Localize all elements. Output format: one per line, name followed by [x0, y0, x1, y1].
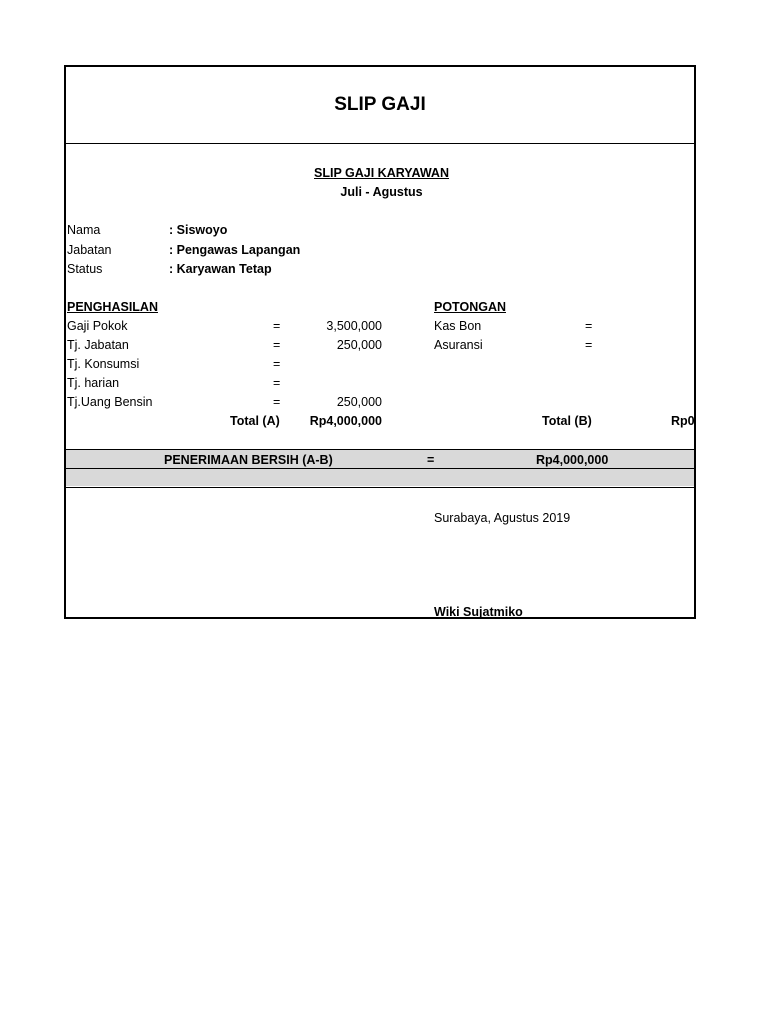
- income-value: 250,000: [336, 395, 382, 409]
- income-equals: =: [273, 395, 281, 409]
- position-label: Jabatan: [67, 243, 112, 257]
- slip-title: SLIP GAJI: [334, 94, 426, 115]
- salary-slip: [64, 65, 696, 619]
- income-equals: =: [273, 357, 281, 371]
- deduction-label: Asuransi: [434, 338, 483, 352]
- place-date: Surabaya, Agustus 2019: [434, 511, 571, 525]
- income-heading: PENGHASILAN: [67, 300, 158, 314]
- income-total-label: Total (A): [230, 414, 280, 428]
- income-equals: =: [273, 338, 281, 352]
- position-value: : Pengawas Lapangan: [169, 243, 301, 257]
- status-value: : Karyawan Tetap: [169, 262, 272, 276]
- net-pay-mid-border: [66, 468, 694, 469]
- income-label: Tj. Konsumsi: [67, 357, 140, 371]
- net-pay-top-border: [66, 449, 694, 450]
- net-pay-equals: =: [427, 453, 435, 467]
- income-equals: =: [273, 376, 281, 390]
- name-value: : Siswoyo: [169, 223, 228, 237]
- name-label: Nama: [67, 223, 101, 237]
- income-value: 250,000: [336, 338, 382, 352]
- sub-heading: SLIP GAJI KARYAWAN: [314, 166, 449, 180]
- income-value: 3,500,000: [326, 319, 382, 333]
- deduction-total-label: Total (B): [542, 414, 592, 428]
- income-label: Tj.Uang Bensin: [67, 395, 153, 409]
- deductions-heading: POTONGAN: [434, 300, 506, 314]
- net-pay-value: Rp4,000,000: [536, 453, 609, 467]
- net-pay-label: PENERIMAAN BERSIH (A-B): [164, 453, 333, 467]
- income-label: Tj. Jabatan: [67, 338, 129, 352]
- income-label: Tj. harian: [67, 376, 120, 390]
- signatory-name: Wiki Sujatmiko: [434, 605, 523, 619]
- deduction-label: Kas Bon: [434, 319, 482, 333]
- net-pay-bottom-border: [66, 487, 694, 488]
- deduction-total-value: Rp0: [671, 414, 695, 428]
- income-equals: =: [273, 319, 281, 333]
- status-label: Status: [67, 262, 103, 276]
- header-divider: [66, 143, 694, 144]
- income-total-value: Rp4,000,000: [309, 414, 382, 428]
- deduction-equals: =: [585, 319, 593, 333]
- deduction-equals: =: [585, 338, 593, 352]
- period: Juli - Agustus: [340, 185, 423, 199]
- income-label: Gaji Pokok: [67, 319, 128, 333]
